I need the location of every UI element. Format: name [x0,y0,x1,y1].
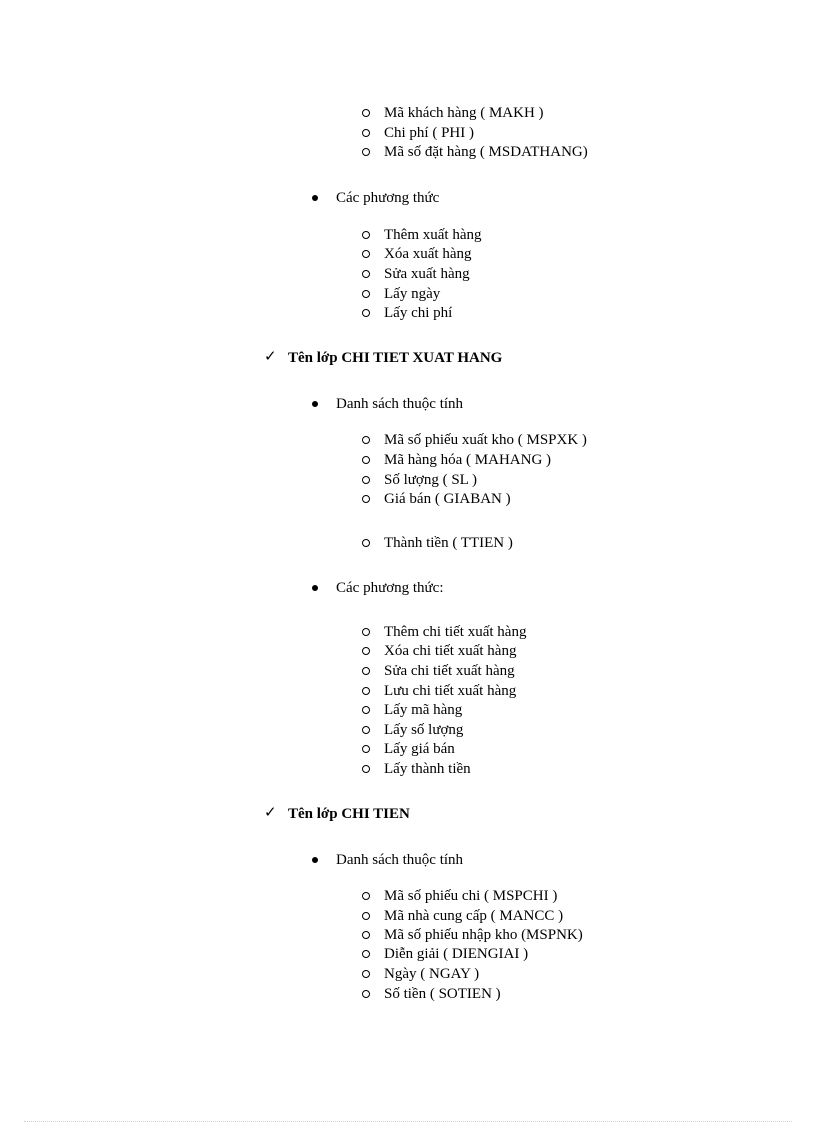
page-bottom-border [24,1121,792,1122]
method-item: Xóa xuất hàng [384,246,472,262]
method-item: Lấy giá bán [384,741,455,757]
attribute-item: Mã khách hàng ( MAKH ) [384,105,544,121]
disc-bullet-icon [312,585,318,591]
circle-bullet-icon [362,309,370,317]
class-heading: Tên lớp CHI TIEN [288,806,410,822]
method-item: Lấy chi phí [384,305,453,321]
circle-bullet-icon [362,970,370,978]
circle-bullet-icon [362,539,370,547]
circle-bullet-icon [362,892,370,900]
circle-bullet-icon [362,726,370,734]
method-item: Lấy mã hàng [384,702,463,718]
method-item: Lấy ngày [384,286,441,302]
circle-bullet-icon [362,745,370,753]
circle-bullet-icon [362,628,370,636]
circle-bullet-icon [362,687,370,695]
attribute-item: Chi phí ( PHI ) [384,125,474,141]
attributes-label: Danh sách thuộc tính [336,396,464,412]
circle-bullet-icon [362,495,370,503]
method-item: Sửa xuất hàng [384,266,470,282]
checkmark-icon: ✓ [264,803,277,821]
method-item: Lấy thành tiền [384,761,471,777]
circle-bullet-icon [362,109,370,117]
checkmark-icon: ✓ [264,347,277,365]
method-item: Lưu chi tiết xuất hàng [384,683,517,699]
disc-bullet-icon [312,857,318,863]
circle-bullet-icon [362,950,370,958]
disc-bullet-icon [312,401,318,407]
circle-bullet-icon [362,667,370,675]
class-heading: Tên lớp CHI TIET XUAT HANG [288,350,503,366]
method-item: Sửa chi tiết xuất hàng [384,663,515,679]
circle-bullet-icon [362,647,370,655]
circle-bullet-icon [362,148,370,156]
attribute-item: Diễn giải ( DIENGIAI ) [384,946,529,962]
circle-bullet-icon [362,990,370,998]
attribute-item: Mã nhà cung cấp ( MANCC ) [384,908,564,924]
circle-bullet-icon [362,765,370,773]
method-item: Xóa chi tiết xuất hàng [384,643,517,659]
circle-bullet-icon [362,290,370,298]
circle-bullet-icon [362,270,370,278]
circle-bullet-icon [362,912,370,920]
methods-label: Các phương thức: [336,580,444,596]
circle-bullet-icon [362,456,370,464]
circle-bullet-icon [362,129,370,137]
attribute-item: Mã số đặt hàng ( MSDATHANG) [384,144,588,160]
method-item: Thêm chi tiết xuất hàng [384,624,527,640]
attribute-item: Mã số phiếu xuất kho ( MSPXK ) [384,432,587,448]
disc-bullet-icon [312,195,318,201]
circle-bullet-icon [362,706,370,714]
method-item: Thêm xuất hàng [384,227,482,243]
circle-bullet-icon [362,931,370,939]
attribute-item: Mã hàng hóa ( MAHANG ) [384,452,552,468]
circle-bullet-icon [362,476,370,484]
methods-label: Các phương thức [336,190,440,206]
attribute-item: Mã số phiếu nhập kho (MSPNK) [384,927,583,943]
circle-bullet-icon [362,231,370,239]
attributes-label: Danh sách thuộc tính [336,852,464,868]
attribute-item: Mã số phiếu chi ( MSPCHI ) [384,888,558,904]
attribute-item: Giá bán ( GIABAN ) [384,491,511,507]
method-item: Lấy số lượng [384,722,464,738]
attribute-item: Thành tiền ( TTIEN ) [384,535,513,551]
circle-bullet-icon [362,436,370,444]
attribute-item: Ngày ( NGAY ) [384,966,480,982]
attribute-item: Số lượng ( SL ) [384,472,478,488]
circle-bullet-icon [362,250,370,258]
attribute-item: Số tiền ( SOTIEN ) [384,986,501,1002]
